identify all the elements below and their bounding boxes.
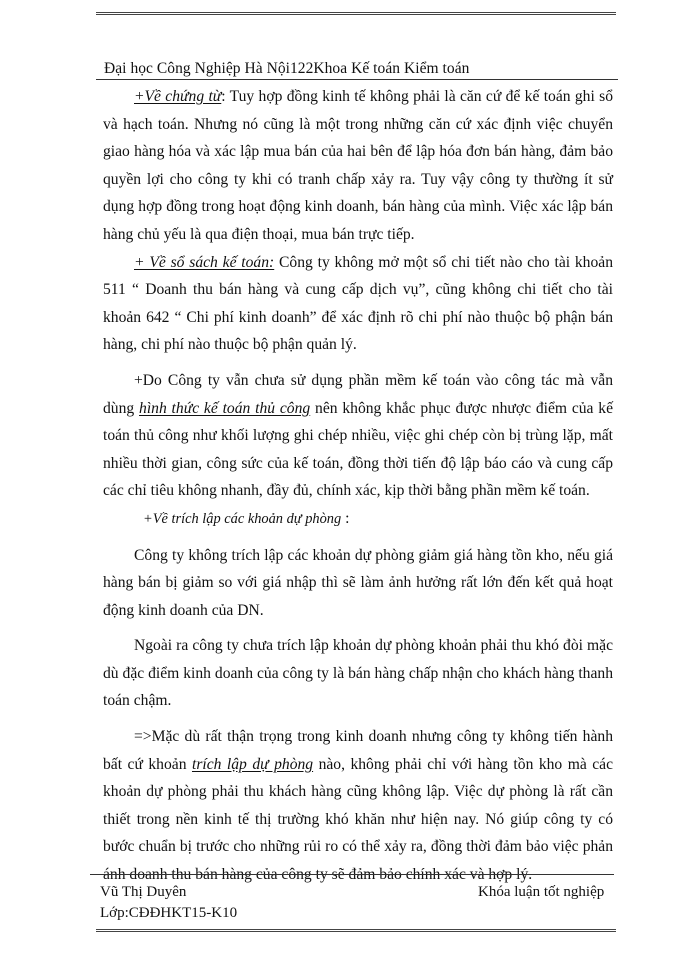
- paragraph-text: +Do Công ty vẫn chưa sử dụng phần mềm kế toán vào công tác mà vẫn dùng: [103, 371, 613, 417]
- footer-divider: [90, 874, 614, 875]
- footer-doc-type: Khóa luận tốt nghiệp: [478, 884, 605, 900]
- paragraph-text: Ngoài ra công ty chưa trích lập khoản dự phòng khoản phải thu khó đòi mặc dù đặc điểm kinh doanh của công ty là bán hàng chấp nhận cho khách hàng thanh toán chậm.: [103, 637, 613, 710]
- header-divider: [96, 79, 618, 80]
- section-label-chung-tu: +Về chứng từ: [134, 88, 222, 105]
- paragraph-text: Công ty không trích lập các khoản dự phòng giảm giá hàng tồn kho, nếu giá hàng bán bị giảm so với giá nhập thì sẽ làm ảnh hưởng rất lớn đến kết quả hoạt động kinh doanh của DN.: [103, 546, 613, 619]
- paragraph-giam-gia: [103, 542, 613, 625]
- document-body: [103, 83, 613, 889]
- paragraph-text: : Tuy hợp đồng kinh tế không phải là căn cứ để kế toán ghi sổ và hạch toán. Nhưng nó cũng là một trong những căn cứ xác định việc chuyển giao hàng hóa và xác lập mua bán của hai bên để lập hóa đơn bán hàng, đảm bảo quyền lợi cho công ty khi có tranh chấp xảy ra. Tuy vậy công ty thường ít sử dụng hợp đồng trong hoạt động kinh doanh, bán hàng của mình. Việc xác lập bán hàng chủ yếu là qua điện thoại, mua bán trực tiếp.: [103, 88, 613, 243]
- footer-class: Lớp:CĐĐHKT15-K10: [100, 905, 238, 921]
- paragraph-text: :: [341, 509, 350, 527]
- page-header: Đại học Công Nghiệp Hà Nội122Khoa Kế toán Kiểm toán: [104, 60, 470, 77]
- paragraph-phai-thu: [103, 632, 613, 715]
- paragraph-text: nên không khắc phục được nhược điểm của kế toán thủ công như khối lượng ghi chép nhiều, việc ghi chép còn bị trùng lặp, mất nhiều thời gian, công sức của kế toán, đồng thời tiến độ lập báo cáo và cung cấp các chỉ tiêu không nhanh, đầy đủ, chính xác, kịp thời bằng phần mềm kế toán.: [103, 399, 613, 500]
- section-label-so-sach: + Về sổ sách kế toán:: [134, 253, 275, 271]
- paragraph-text: Công ty không mở một sổ chi tiết nào cho tài khoản 511 “ Doanh thu bán hàng và cung cấp dịch vụ”, cũng không chi tiết cho tài khoản 642 “ Chi phí kinh doanh” để xác định rõ chi phí nào thuộc bộ phận bán hàng, chi phí nào thuộc bộ phận quản lý.: [103, 253, 613, 354]
- footer-author-block: [100, 882, 237, 924]
- paragraph-so-sach: [103, 249, 613, 359]
- page-border-top: [96, 12, 616, 43]
- link-hinh-thuc-ke-toan[interactable]: hình thức kế toán thủ công: [139, 399, 311, 417]
- paragraph-ket-luan: [103, 723, 613, 889]
- paragraph-phan-mem: [103, 367, 613, 505]
- paragraph-text: =>Mặc dù rất thận trọng trong kinh doanh nhưng công ty không tiến hành bất cứ khoản: [103, 728, 613, 773]
- paragraph-text: nào, không phải chỉ với hàng tồn kho mà các khoản dự phòng phải thu khách hàng cũng không lập. Việc dự phòng là rất cần thiết trong nền kinh tế thị trường khó khăn như hiện nay. Nó giúp công ty có bước chuẩn bị trước cho những rủi ro có thể xảy ra, đồng thời đảm bảo việc phản ánh doanh thu bán hàng của công ty sẽ đảm bảo chính xác và hợp lý.: [103, 755, 614, 884]
- paragraph-du-phong-heading: [103, 505, 613, 534]
- paragraph-chung-tu: [103, 83, 613, 249]
- footer-author: Vũ Thị Duyên: [100, 884, 187, 900]
- page-border-bottom: [96, 925, 616, 932]
- section-label-du-phong: +Về trích lập các khoản dự phòng: [143, 510, 342, 527]
- link-trich-lap-du-phong[interactable]: trích lập dự phòng: [191, 755, 314, 773]
